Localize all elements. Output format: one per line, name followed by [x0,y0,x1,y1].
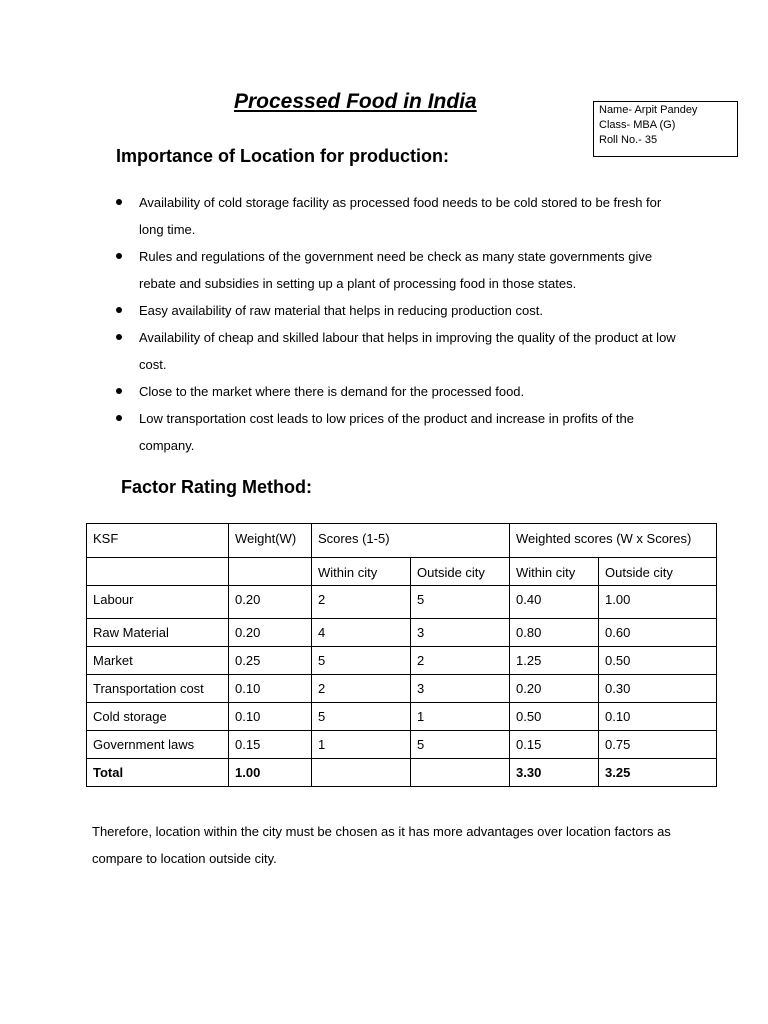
bullet-icon [116,388,122,394]
table-row [87,586,717,619]
total-label: Total [87,759,229,787]
table-row [87,619,717,647]
cell-ksf: Market [87,647,229,675]
bullet-text: Low transportation cost leads to low prices of the product and increase in profits of the company. [139,411,634,453]
cell-ksf: Raw Material [87,619,229,647]
factor-rating-table [86,523,717,787]
importance-bullet-list [116,189,686,459]
bullet-text: Availability of cold storage facility as processed food needs to be cold stored to be fresh for long time. [139,195,662,237]
cell-score-within: 2 [312,675,411,703]
cell-weight: 0.10 [229,703,312,731]
cell-score-outside: 5 [411,586,510,619]
header-weighted-scores: Weighted scores (W x Scores) [510,524,717,558]
subheader-empty [87,558,229,586]
bullet-icon [116,199,122,205]
table-total-row [87,759,717,787]
bullet-item [116,243,686,297]
factor-rating-heading: Factor Rating Method: [121,477,312,497]
cell-ksf: Government laws [87,731,229,759]
bullet-text: Availability of cheap and skilled labour that helps in improving the quality of the product at low cost. [139,330,676,372]
total-weighted-within: 3.30 [510,759,599,787]
header-weight: Weight(W) [229,524,312,558]
student-name: Name- Arpit Pandey [599,104,698,116]
cell-score-within: 4 [312,619,411,647]
cell-score-outside: 2 [411,647,510,675]
table-row [87,675,717,703]
subheader-scores-outside: Outside city [411,558,510,586]
cell-weight: 0.15 [229,731,312,759]
subheader-empty [229,558,312,586]
bullet-icon [116,334,122,340]
bullet-icon [116,253,122,259]
cell-ksf: Transportation cost [87,675,229,703]
subheader-weighted-within: Within city [510,558,599,586]
cell-weight: 0.10 [229,675,312,703]
cell-weighted-outside: 0.60 [599,619,717,647]
cell-weighted-within: 0.50 [510,703,599,731]
bullet-item [116,405,686,459]
table-header-row [87,524,717,558]
bullet-text: Close to the market where there is demand for the processed food. [139,384,525,399]
cell-score-outside: 3 [411,675,510,703]
total-score-outside [411,759,510,787]
subheader-scores-within: Within city [312,558,411,586]
table-row [87,703,717,731]
bullet-item [116,189,686,243]
importance-heading: Importance of Location for production: [116,146,449,166]
student-class: Class- MBA (G) [599,119,676,131]
cell-weight: 0.20 [229,586,312,619]
cell-weighted-within: 0.15 [510,731,599,759]
cell-ksf: Labour [87,586,229,619]
cell-score-within: 5 [312,703,411,731]
bullet-text: Rules and regulations of the government need be check as many state governments give rebate and subsidies in setting up a plant of processing food in those states. [139,249,653,291]
bullet-item [116,324,686,378]
total-weight: 1.00 [229,759,312,787]
cell-weighted-outside: 1.00 [599,586,717,619]
cell-weighted-within: 0.80 [510,619,599,647]
cell-ksf: Cold storage [87,703,229,731]
total-weighted-outside: 3.25 [599,759,717,787]
bullet-item [116,378,686,405]
student-roll-number: Roll No.- 35 [599,134,658,146]
cell-weighted-outside: 0.50 [599,647,717,675]
cell-weighted-outside: 0.30 [599,675,717,703]
bullet-item [116,297,686,324]
cell-score-outside: 1 [411,703,510,731]
cell-weighted-outside: 0.75 [599,731,717,759]
table-subheader-row [87,558,717,586]
cell-score-within: 1 [312,731,411,759]
cell-weight: 0.25 [229,647,312,675]
conclusion-paragraph: Therefore, location within the city must be chosen as it has more advantages over location factors as compare to location outside city. [92,824,671,866]
header-scores: Scores (1-5) [312,524,510,558]
cell-weighted-within: 0.20 [510,675,599,703]
cell-weighted-within: 0.40 [510,586,599,619]
bullet-text: Easy availability of raw material that helps in reducing production cost. [139,303,543,318]
cell-weighted-outside: 0.10 [599,703,717,731]
total-score-within [312,759,411,787]
table-row [87,647,717,675]
cell-score-outside: 5 [411,731,510,759]
cell-score-within: 5 [312,647,411,675]
document-title: Processed Food in India [234,90,477,113]
cell-score-outside: 3 [411,619,510,647]
cell-score-within: 2 [312,586,411,619]
bullet-icon [116,307,122,313]
cell-weight: 0.20 [229,619,312,647]
table-row [87,731,717,759]
header-ksf: KSF [87,524,229,558]
cell-weighted-within: 1.25 [510,647,599,675]
bullet-icon [116,415,122,421]
subheader-weighted-outside: Outside city [599,558,717,586]
student-info-box [593,101,738,157]
